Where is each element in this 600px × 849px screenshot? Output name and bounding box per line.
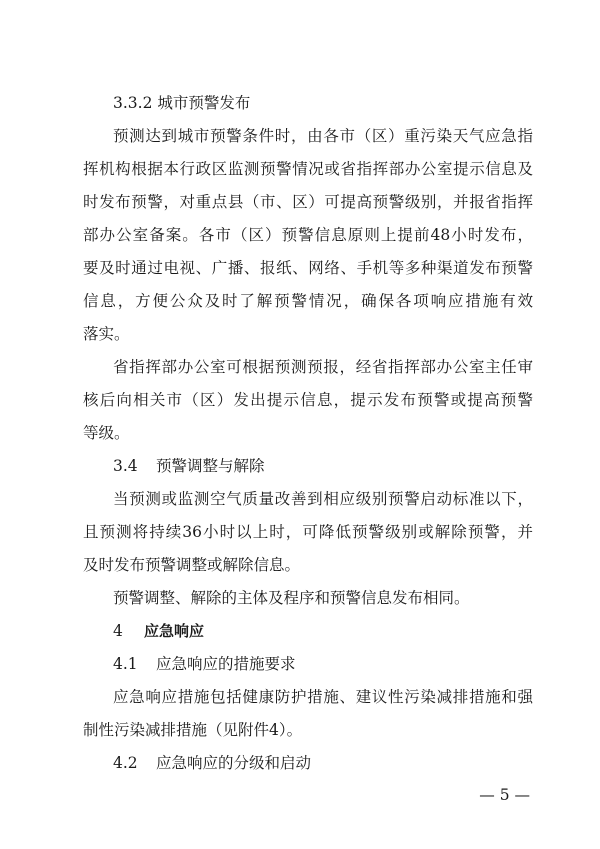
heading-3-4 [113, 456, 533, 476]
page-number: — 5 — [479, 786, 530, 804]
heading-title: 应急响应的措施要求 [155, 655, 296, 673]
heading-title: 城市预警发布 [157, 94, 251, 112]
heading-title: 应急响应的分级和启动 [155, 754, 311, 772]
para1-line: 挥机构根据本行政区监测预警情况或省指挥部办公室提示信息及 [83, 160, 533, 178]
heading-3-3-2 [113, 93, 533, 113]
para1-line: 要及时通过电视、广播、报纸、网络、手机等多种渠道发布预警 [83, 259, 533, 277]
heading-number: 4 [113, 622, 123, 640]
para1-line: 落实。 [83, 325, 130, 343]
heading-4 [113, 621, 533, 641]
heading-number: 4.2 [113, 754, 138, 772]
para5-line: 应急响应措施包括健康防护措施、建议性污染减排措施和强 [113, 688, 533, 706]
para1-line: 预测达到城市预警条件时，由各市（区）重污染天气应急指 [113, 127, 533, 145]
para2-line: 核后向相关市（区）发出提示信息，提示发布预警或提高预警 [83, 391, 533, 409]
para3-line: 且预测将持续36小时以上时，可降低预警级别或解除预警，并 [83, 523, 533, 541]
heading-title: 应急响应 [143, 622, 204, 640]
para1-line: 部办公室备案。各市（区）预警信息原则上提前48小时发布， [83, 226, 533, 244]
para3-line: 当预测或监测空气质量改善到相应级别预警启动标准以下， [113, 490, 533, 508]
heading-number: 3.4 [113, 457, 138, 475]
para2-line: 等级。 [83, 424, 130, 442]
para1-line: 时发布预警，对重点县（市、区）可提高预警级别，并报省指挥 [83, 193, 533, 211]
heading-4-1 [113, 654, 533, 674]
para5-line: 制性污染减排措施（见附件4）。 [83, 721, 303, 739]
para2-line: 省指挥部办公室可根据预测预报，经省指挥部办公室主任审 [113, 358, 533, 376]
para4-line: 预警调整、解除的主体及程序和预警信息发布相同。 [113, 589, 470, 607]
heading-4-2 [113, 753, 533, 773]
heading-number: 4.1 [113, 655, 138, 673]
para3-line: 及时发布预警调整或解除信息。 [83, 556, 301, 574]
heading-title: 预警调整与解除 [155, 457, 265, 475]
para1-line: 信息，方便公众及时了解预警情况，确保各项响应措施有效 [83, 292, 533, 310]
heading-number: 3.3.2 [113, 94, 153, 112]
